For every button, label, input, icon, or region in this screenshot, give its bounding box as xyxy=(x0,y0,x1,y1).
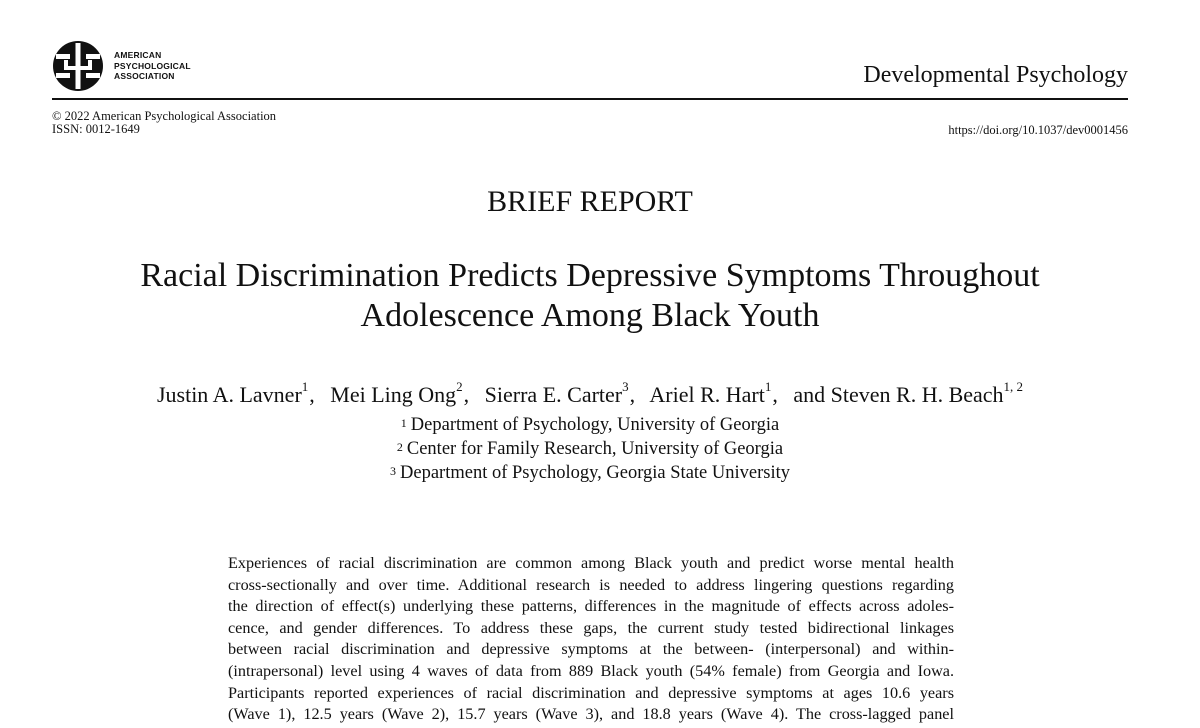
org-name-line: PSYCHOLOGICAL xyxy=(114,60,191,71)
author-affiliation-marker: 3 xyxy=(622,379,629,394)
author-affiliation-marker: 1 xyxy=(764,379,772,394)
issn-line: ISSN: 0012-1649 xyxy=(52,122,140,136)
author-list xyxy=(0,379,1180,408)
author-name: Ariel R. Hart xyxy=(649,382,765,407)
org-name-line: ASSOCIATION xyxy=(114,71,175,81)
affiliation xyxy=(0,461,1180,485)
author-name: Justin A. Lavner xyxy=(156,382,302,407)
affiliation-number: 3 xyxy=(390,464,397,478)
affiliation-number: 2 xyxy=(396,440,403,454)
title-line: Adolescence Among Black Youth xyxy=(360,297,820,334)
journal-name: Developmental Psychology xyxy=(863,62,1128,88)
affiliation-text: Department of Psychology, University of Georgia xyxy=(410,415,780,435)
title-line: Racial Discrimination Predicts Depressive Symptoms Throughout xyxy=(140,257,1040,294)
affiliation xyxy=(0,413,1180,437)
abstract-line: between racial discrimination and depressive symptoms at the between- (interpersonal) and within- xyxy=(228,640,954,659)
journal-header xyxy=(52,38,1128,100)
author-affiliation-marker: 2 xyxy=(456,379,463,394)
affiliation-text: Department of Psychology, Georgia State University xyxy=(400,463,790,483)
org-name-line: AMERICAN xyxy=(114,50,162,60)
report-type-heading: BRIEF REPORT xyxy=(487,185,693,218)
author xyxy=(793,379,1024,407)
paper-title xyxy=(0,256,1180,336)
abstract xyxy=(228,553,954,726)
abstract-line: cross-sectionally and over time. Additional research is needed to address lingering questions regarding xyxy=(228,575,954,594)
author-name: and Steven R. H. Beach xyxy=(793,382,1004,407)
author: Ariel R. Hart$^1$, xyxy=(649,379,778,407)
abstract-line: the direction of effect(s) underlying these patterns, differences in the magnitude of effects across adoles- xyxy=(228,597,954,616)
affiliation-number: 1 xyxy=(400,416,407,430)
affiliation-list xyxy=(0,413,1180,485)
affiliation-text: Center for Family Research, University of Georgia xyxy=(406,439,784,459)
author: Mei Ling Ong$^2$, xyxy=(330,379,470,407)
affiliation xyxy=(0,437,1180,461)
abstract-line: cence, and gender differences. To address these gaps, the current study tested bidirectional linkages xyxy=(228,618,954,637)
abstract-line: Experiences of racial discrimination are common among Black youth and predict worse mental health xyxy=(228,554,954,572)
abstract-line: Participants reported experiences of racial discrimination and depressive symptoms at ages 10.6 years xyxy=(228,683,954,702)
apa-logo-icon xyxy=(52,40,108,92)
doi-link[interactable]: https://doi.org/10.1037/dev0001456 xyxy=(948,123,1128,137)
copyright-line: © 2022 American Psychological Association xyxy=(52,109,277,123)
author-affiliation-marker: 1, 2 xyxy=(1003,379,1024,394)
author: Sierra E. Carter$^3$, xyxy=(484,379,636,407)
author-name: Mei Ling Ong xyxy=(330,382,457,407)
abstract-line: (intrapersonal) level using 4 waves of data from 889 Black youth (54% female) from Georgia and Iowa. xyxy=(228,661,954,680)
author-name: Sierra E. Carter xyxy=(484,382,623,407)
publication-meta xyxy=(52,110,276,136)
org-name xyxy=(114,50,191,82)
author: Justin A. Lavner$^1$, xyxy=(156,379,315,407)
author-affiliation-marker: 1 xyxy=(301,379,309,394)
abstract-line: (Wave 1), 12.5 years (Wave 2), 15.7 years (Wave 3), and 18.8 years (Wave 4). The cross-lagged panel xyxy=(228,705,954,724)
